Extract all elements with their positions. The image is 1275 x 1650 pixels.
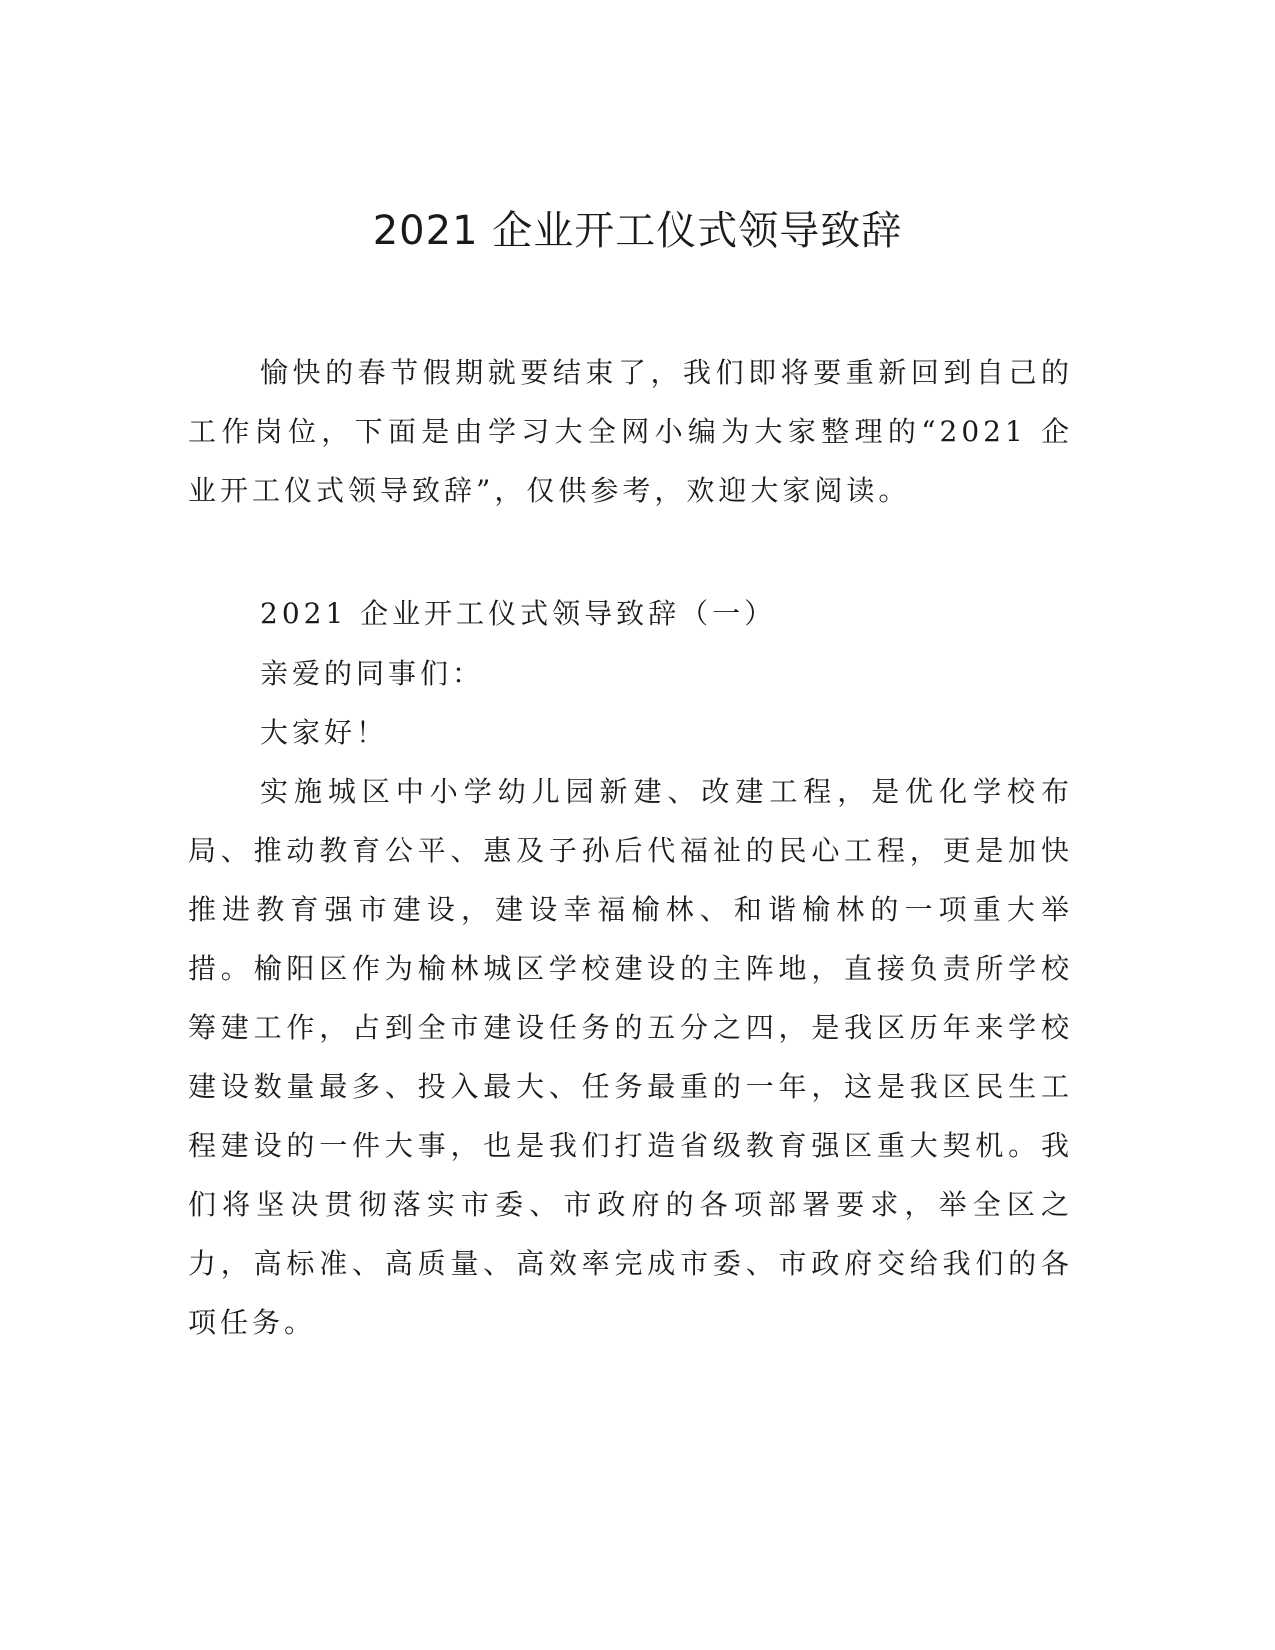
intro-paragraph: 愉快的春节假期就要结束了，我们即将要重新回到自己的工作岗位，下面是由学习大全网小编为大家整理的“2021 企业开工仪式领导致辞”，仅供参考，欢迎大家阅读。 — [188, 356, 1073, 507]
document-title: 2021 企业开工仪式领导致辞 — [372, 208, 903, 254]
section-heading: 2021 企业开工仪式领导致辞（一） — [260, 597, 777, 630]
main-paragraph: 实施城区中小学幼儿园新建、改建工程，是优化学校布局、推动教育公平、惠及子孙后代福祉的民心工程，更是加快推进教育强市建设，建设幸福榆林、和谐榆林的一项重大举措。榆阳区作为榆林城区学校建设的主阵地，直接负责所学校筹建工作，占到全市建设任务的五分之四，是我区历年来学校建设数量最多、投入最大、任务最重的一年，这是我区民生工程建设的一件大事，也是我们打造省级教育强区重大契机。我们将坚决贯彻落实市委、市政府的各项部署要求，举全区之力，高标准、高质量、高效率完成市委、市政府交给我们的各项任务。 — [188, 775, 1073, 1339]
greeting: 大家好！ — [260, 716, 389, 749]
salutation: 亲爱的同事们： — [260, 657, 485, 690]
